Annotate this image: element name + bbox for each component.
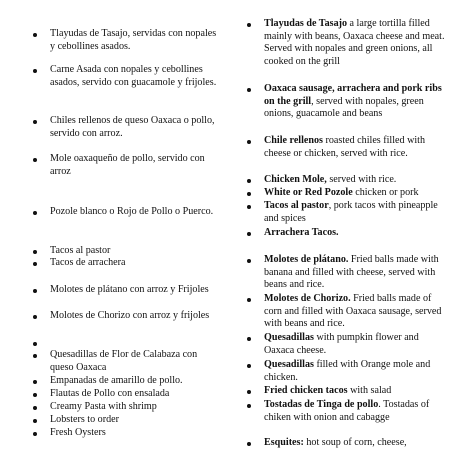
dish-description: Fried balls made of corn and filled with Oaxaca sausage, served with beans and rice. xyxy=(264,293,442,330)
menu-item-en xyxy=(238,399,448,424)
dish-name: Fried chicken tacos xyxy=(264,385,348,396)
menu-item-es: Carne Asada con nopales y cebollines asados, servido con guacamole y frijoles. xyxy=(24,64,220,89)
menu-item-es: Flautas de Pollo con ensalada xyxy=(24,388,220,401)
menu-item-en xyxy=(238,135,448,160)
menu-item-es: Tlayudas de Tasajo, servidas con nopales y cebollines asados. xyxy=(24,28,220,53)
dish-name: Tostadas de Tinga de pollo xyxy=(264,399,379,410)
menu-item-es: Tacos de arrachera xyxy=(24,257,220,270)
dish-description: chicken or pork xyxy=(352,187,419,198)
menu-item-en xyxy=(238,187,448,200)
dish-description: a large tortilla filled mainly with beans, Oaxaca cheese and meat. Served with nopales and green onions, all cooked on the grill xyxy=(264,18,445,67)
dish-description: , pork tacos with pineapple and spices xyxy=(264,200,438,224)
menu-item-en xyxy=(238,18,448,68)
dish-name: Esquites: xyxy=(264,437,304,448)
menu-item-en xyxy=(238,200,448,225)
dish-description: Fried balls made with banana and filled with cheese, served with beans and rice. xyxy=(264,254,439,291)
dish-description: served with rice. xyxy=(326,174,397,185)
dish-description: filled with Orange mole and chicken. xyxy=(264,359,431,383)
menu-item-en xyxy=(238,174,448,187)
menu-item-es: Fresh Oysters xyxy=(24,427,220,440)
dish-name: Molotes de Chorizo. xyxy=(264,293,351,304)
menu-item-es: Pozole blanco o Rojo de Pollo o Puerco. xyxy=(24,206,220,219)
dish-name: White or Red Pozole xyxy=(264,187,353,198)
menu-item-en xyxy=(238,293,448,331)
menu-item-es: Chiles rellenos de queso Oaxaca o pollo, servido con arroz. xyxy=(24,115,220,140)
menu-item-es: Creamy Pasta with shrimp xyxy=(24,401,220,414)
dish-name: Tlayudas de Tasajo xyxy=(264,18,348,29)
menu-item-en xyxy=(238,359,448,384)
menu-item-es: Tacos al pastor xyxy=(24,245,220,258)
dish-name: Arrachera Tacos. xyxy=(264,227,339,238)
dish-name: Oaxaca sausage, arrachera and pork ribs on the grill xyxy=(264,83,442,107)
menu-item-es: Quesadillas de Flor de Calabaza con queso Oaxaca xyxy=(24,349,220,374)
dish-name: Molotes de plátano. xyxy=(264,254,349,265)
dish-name: Chicken Mole, xyxy=(264,174,327,185)
dish-name: Quesadillas xyxy=(264,332,314,343)
dish-name: Tacos al pastor xyxy=(264,200,329,211)
menu-item-en xyxy=(238,254,448,292)
menu-item-en xyxy=(238,385,448,398)
menu-item-es: Molotes de plátano con arroz y Frijoles xyxy=(24,284,220,297)
menu-item-en xyxy=(238,332,448,357)
menu-item-en xyxy=(238,83,448,121)
dish-name: Quesadillas xyxy=(264,359,314,370)
dish-description: hot soup of corn, cheese, xyxy=(303,437,407,448)
dish-description: roasted chiles filled with cheese or chicken, served with rice. xyxy=(264,135,426,159)
dish-description: with pumpkin flower and Oaxaca cheese. xyxy=(264,332,419,356)
dish-name: Chile rellenos xyxy=(264,135,323,146)
menu-item-en xyxy=(238,437,448,450)
menu-item-en xyxy=(238,227,448,240)
dish-description: with salad xyxy=(347,385,392,396)
dish-description: , served with nopales, green onions, guacamole and beans xyxy=(264,95,424,120)
menu-item-es: Lobsters to order xyxy=(24,414,220,427)
menu-item-es: Molotes de Chorizo con arroz y frijoles xyxy=(24,310,220,323)
menu-item-es: Mole oaxaqueño de pollo, servido con arroz xyxy=(24,153,220,178)
menu-item-es: Empanadas de amarillo de pollo. xyxy=(24,375,220,388)
dish-description: . Tostadas of chiken with onion and cabagge xyxy=(264,399,430,423)
